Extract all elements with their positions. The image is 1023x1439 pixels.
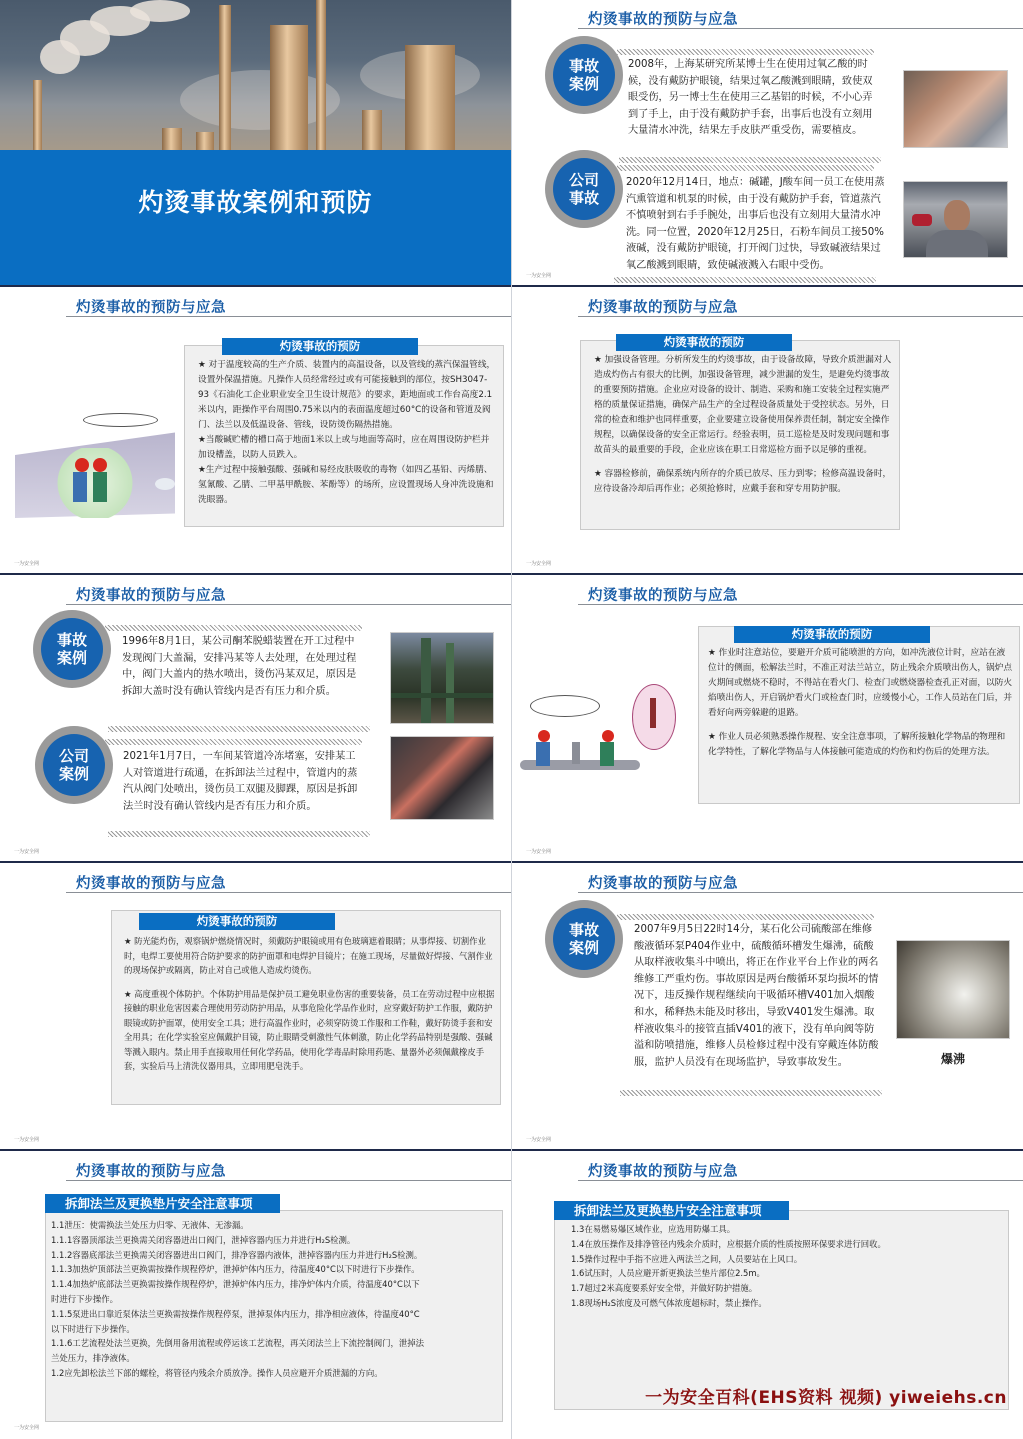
cover-title: 灼烫事故案例和预防 <box>138 188 373 217</box>
case-text: 2008年，上海某研究所某博士生在使用过氧乙酸的时候，没有戴防护眼镜，结果过氧乙酸溅到眼睛，致使双眼受伤，另一博士生在使用三乙基铝的时候，不小心弄到了手上，由于没有戴防护手套，出事后也没有立刻用大量清水冲洗，结果左手皮肤严重受伤，需要植皮。 <box>628 59 873 137</box>
title-rule <box>578 316 1023 317</box>
case-text: 2020年12月14日，地点：碱罐，J酸车间一员工在使用蒸汽熏管道和机泵的时候，由于没有戴防护手套，管道蒸汽不慎喷射到右手手腕处，出事后也没有立刻用大量清水冲洗。同一位置，2020年12月25日，石粉车间员工接50%液碱，没有戴防护眼镜，打开阀门过快，导致碱液结果过氧乙酸溅到眼睛，致使碱液溅入右眼中受伤。 <box>626 177 885 271</box>
site-watermark: 一为安全百科(EHS资料 视频) yiweiehs.cn <box>645 1388 1007 1408</box>
slide-bottom-rule <box>512 573 1023 575</box>
list-item: 1.1泄压：使需换法兰处压力归零、无液体、无渗漏。 <box>51 1220 249 1230</box>
slide-title: 灼烫事故的预防与应急 <box>76 1164 226 1180</box>
footer-logo: 一为安全网 <box>526 273 552 279</box>
slide-title: 灼烫事故的预防与应急 <box>588 588 738 604</box>
prevention-text: ★ 防光能灼伤，观察锅炉燃烧情况时，须戴防护眼镜或用有色玻璃遮着眼睛；从事焊接、切割作业时，电焊工要使用符合防护要求的防护面罩和电焊护目镜片；在施工现场，尽量做好焊接、气割作业的现场保护或隔离，防止对自己或他人造成灼烫伤。 ★ 高度重视个体防护。个体防护用品是保护员工避免职业伤害的重要装备，员工在劳动过程中应根据接触的职业危害因素合理使用劳动防护用品，从事危险化学品作业时，应穿戴好防护工作服，戴防护眼镜或防护面罩，使用安全工具；进行高温作业时，必须穿防烫工作服和工作鞋，戴好防烫手套和安全用具；在化学实验室应佩戴护目镜，防止眼睛受刺激性气体刺激，防止化学药品特别是强酸、强碱等溅入眼内。禁止用手直接取用任何化学药品，使用化学毒品时除用药匙、量器外必须佩戴橡皮手套，实验后马上清洗仪器用具，立即用肥皂洗手。 <box>124 936 495 1071</box>
slide-bottom-rule <box>512 1149 1023 1151</box>
slide-prevention-3[interactable] <box>512 576 1023 863</box>
flange-notes-list <box>51 1218 426 1381</box>
prevention-box-title: 灼烫事故的预防 <box>222 338 418 355</box>
hatch-divider <box>617 165 874 171</box>
slide-title: 灼烫事故的预防与应急 <box>76 300 226 316</box>
list-item: 1.1.5泵进出口靠近泵体法兰更换需按操作规程停泵，泄掉泵体内压力，排净相应液体，待温度40°C以下时进行下步操作。 <box>51 1308 420 1334</box>
slide-bottom-rule <box>512 285 1023 287</box>
slide-title: 灼烫事故的预防与应急 <box>76 588 226 604</box>
title-rule <box>578 604 1023 605</box>
flange-notes-title: 拆卸法兰及更换垫片安全注意事项 <box>45 1194 280 1213</box>
workers-inspecting-pipes-cartoon <box>5 388 180 523</box>
slide-title: 灼烫事故的预防与应急 <box>588 876 738 892</box>
workers-at-valve-cartoon <box>520 660 695 790</box>
slide-prevention-1[interactable] <box>0 288 511 575</box>
footer-logo: 一为安全网 <box>526 1137 552 1143</box>
slide-title: 灼烫事故的预防与应急 <box>588 300 738 316</box>
footer-logo: 一为安全网 <box>14 1425 40 1431</box>
footer-logo: 一为安全网 <box>14 561 40 567</box>
hatch-divider <box>617 914 874 920</box>
slide-bottom-rule <box>0 1149 511 1151</box>
list-item: 1.7超过2米高度要系好安全带，并做好防护措施。 <box>571 1283 758 1294</box>
list-item: 1.1.4加热炉底部法兰更换需按操作规程停炉，泄掉炉体内压力，排净炉体内介质，待温度40°C以下时进行下步操作。 <box>51 1279 420 1304</box>
burned-hand-photo <box>903 70 1008 148</box>
slide-cases-2[interactable] <box>0 576 511 863</box>
list-item: 1.1.1容器顶部法兰更换需关闭容器进出口阀门，泄掉容器内压力并进行H₂S检测。 <box>51 1234 356 1245</box>
slide-flange-notes-1[interactable] <box>0 1152 511 1439</box>
title-rule <box>66 892 511 893</box>
slide-cases-1[interactable] <box>512 0 1023 287</box>
case-badge: 事故 案例 <box>545 36 623 114</box>
case-badge: 事故 案例 <box>33 610 111 688</box>
slide-prevention-4[interactable] <box>0 864 511 1151</box>
prevention-text: ★ 作业时注意站位，要避开介质可能喷泄的方向，如冲洗液位计时，应站在液位计的侧面，松解法兰时，不准正对法兰站立，防止残余介质喷出伤人，锅炉点火期间或燃烧不稳时，不得站在看火门、检查门或燃烧器检查孔正对面，以防火焰喷出伤人，开启锅炉看火门或检查门时，应缓慢小心，工作人员站在门后，并看好向两旁躲避的退路。 ★ 作业人员必须熟悉操作规程、安全注意事项，了解所接触化学物品的物理和化学特性，了解化学物品与人体接触可能造成的灼伤和灼伤后的处理方法。 <box>708 648 1013 757</box>
prevention-text: ★ 加强设备管理。分析所发生的灼烫事故，由于设备故障，导致介质泄漏对人造成灼伤占有很大的比例，加强设备管理，减少泄漏的发生，是避免灼烫事故的重要预防措施。企业应对设备的设计、制造、采购和施工安装全过程实施严格的质量保证措施，确保产品生产的全过程设备质量处于受控状态。另外，日常的检查和维护也同样重要，企业要建立设备使用保养责任制，制定安全操作规程，以确保设备的安全正常运行。经验表明，员工巡检是及时发现问题和事故苗头的最重要的手段，企业应该在职工日常巡检方面予以足够的重视。 ★ 容器检修前，确保系统内所存的介质已放尽、压力到零；检修高温设备时，应待设备冷却后再作业；必须抢修时，应戴手套和穿专用防护服。 <box>594 355 892 494</box>
list-item: 1.5操作过程中手指不应进入两法兰之间，人员要站在上风口。 <box>571 1253 803 1264</box>
title-rule <box>66 604 511 605</box>
photo-caption: 爆沸 <box>940 1052 965 1066</box>
prevention-box-title: 灼烫事故的预防 <box>734 626 930 643</box>
footer-logo: 一为安全网 <box>14 1137 40 1143</box>
list-item: 1.1.3加热炉顶部法兰更换需按操作规程停炉，泄掉炉体内压力，待温度40°C以下时进行下步操作。 <box>51 1264 420 1275</box>
slide-title: 灼烫事故的预防与应急 <box>76 876 226 892</box>
case-badge: 公司 事故 <box>545 150 623 228</box>
list-item: 1.8现场H₂S浓度及可燃气体浓度超标时，禁止操作。 <box>571 1297 767 1308</box>
hatch-divider <box>617 49 874 55</box>
slide-bottom-rule <box>0 285 511 287</box>
prevention-text: ★ 对于温度较高的生产介质、装置内的高温设备，以及管线的蒸汽保温管线，设置外保温措施。凡操作人员经常经过或有可能接触到的部位，按SH3047-93《石油化工企业职业安全卫生设计规范》的要求，距地面或工作台高度2.1米以内，距操作平台周围0.75米以内的表面温度超过60°C的设备和管道及阀门、法兰以及低温设备、管线，设防烫伤隔热措施。 ★当酸碱贮槽的槽口高于地面1米以上或与地面等高时，应在周围设防护栏并加设槽盖，以防人员跌入。 ★生产过程中接触强酸、强碱和易经皮肤吸收的毒物（如四乙基铅、丙烯腈、氢氰酸、乙腈、二甲基甲酰胺、苯酚等）的场所，应设置现场人身冲洗设施和洗眼器。 <box>198 360 496 505</box>
slide-prevention-2[interactable] <box>512 288 1023 575</box>
footer-logo: 一为安全网 <box>526 561 552 567</box>
title-rule <box>66 1180 511 1181</box>
industrial-pipes-photo <box>390 632 494 724</box>
hatch-divider <box>105 739 362 745</box>
footer-logo: 一为安全网 <box>14 849 40 855</box>
title-rule <box>578 28 1023 29</box>
slide-bottom-rule <box>0 573 511 575</box>
list-item: 1.2应先卸松法兰下部的螺栓，将管径内残余介质放净。操作人员应避开介质泄漏的方向。 <box>51 1367 383 1378</box>
case-text: 2021年1月7日，一车间某管道冷冻堵塞，安排某工人对管道进行疏通，在拆卸法兰过程中，管道内的蒸汽从阀门处喷出，烫伤员工双腿及脚踝，原因是拆卸法兰时没有确认管线内是否有压力和介质。 <box>123 751 358 812</box>
list-item: 1.1.6工艺流程处法兰更换，先倒用备用流程或停运该工艺流程，再关闭法兰上下流控制阀门，泄掉法兰处压力，排净液体。 <box>51 1338 425 1364</box>
case-badge: 事故 案例 <box>545 900 623 978</box>
hatch-divider <box>108 831 370 837</box>
flange-notes-title: 拆卸法兰及更换垫片安全注意事项 <box>554 1201 789 1220</box>
title-rule <box>578 892 1023 893</box>
hatch-divider <box>620 1090 882 1096</box>
slide-bottom-rule <box>512 861 1023 863</box>
hatch-divider <box>105 625 362 631</box>
list-item: 1.1.2容器底部法兰更换需关闭容器进出口阀门，排净容器内液体，泄掉容器内压力并进行H₂S检测。 <box>51 1249 423 1260</box>
list-item: 1.4在放压操作及排净管径内残余介质时，应根据介质的性质按照环保要求进行回收。 <box>571 1238 886 1249</box>
slide-cover[interactable] <box>0 0 511 287</box>
boiling-liquid-photo <box>896 940 1010 1039</box>
injured-worker-photo <box>903 181 1008 258</box>
slide-title: 灼烫事故的预防与应急 <box>588 12 738 28</box>
slide-cases-3[interactable] <box>512 864 1023 1151</box>
case-badge: 公司 案例 <box>35 726 113 804</box>
refinery-photo <box>0 0 511 150</box>
title-rule <box>66 316 511 317</box>
case-text: 2007年9月5日22时14分，某石化公司硫酸部在维修酸液循环泵P404作业中，硫酸循环槽发生爆沸，硫酸从取样液收集斗中喷出，将正在作业平台上作业的两名维修工严重灼伤。事故原因是两台酸循环泵均损坏的情况下，违反操作规程继续向干吸循环槽V401加入烟酸和水，稀释热未能及时移出，导致V401发生爆沸。取样液收集斗的接管直插V401的液下，没有单向阀等防溢和防喷措施，维修人员检修过程中没有穿戴连体防酸服，监护人员没有在现场监护，导致事故发生。 <box>634 924 879 1068</box>
footer-logo: 一为安全网 <box>526 849 552 855</box>
list-item: 1.6试压时，人员应避开新更换法兰垫片部位2.5m。 <box>571 1268 765 1279</box>
hatch-divider <box>108 726 370 732</box>
slide-title: 灼烫事故的预防与应急 <box>588 1164 738 1180</box>
scalded-leg-photo <box>390 736 494 820</box>
list-item: 1.3在易燃易爆区域作业，应选用防爆工具。 <box>571 1224 736 1234</box>
title-rule <box>578 1180 1023 1181</box>
prevention-box-title: 灼烫事故的预防 <box>616 334 792 351</box>
flange-notes-list <box>571 1222 991 1311</box>
prevention-box-title: 灼烫事故的预防 <box>139 913 335 930</box>
hatch-divider <box>619 157 881 163</box>
case-text: 1996年8月1日，某公司酮苯脱蜡装置在开工过程中发现阀门大盖漏，安排冯某等人去处理，在处理过程中，阀门大盖内的热水喷出，烫伤冯某双足，原因是拆卸大盖时没有确认管线内是否有压力和介质。 <box>122 636 357 697</box>
hatch-divider <box>614 277 876 283</box>
slide-bottom-rule <box>0 861 511 863</box>
